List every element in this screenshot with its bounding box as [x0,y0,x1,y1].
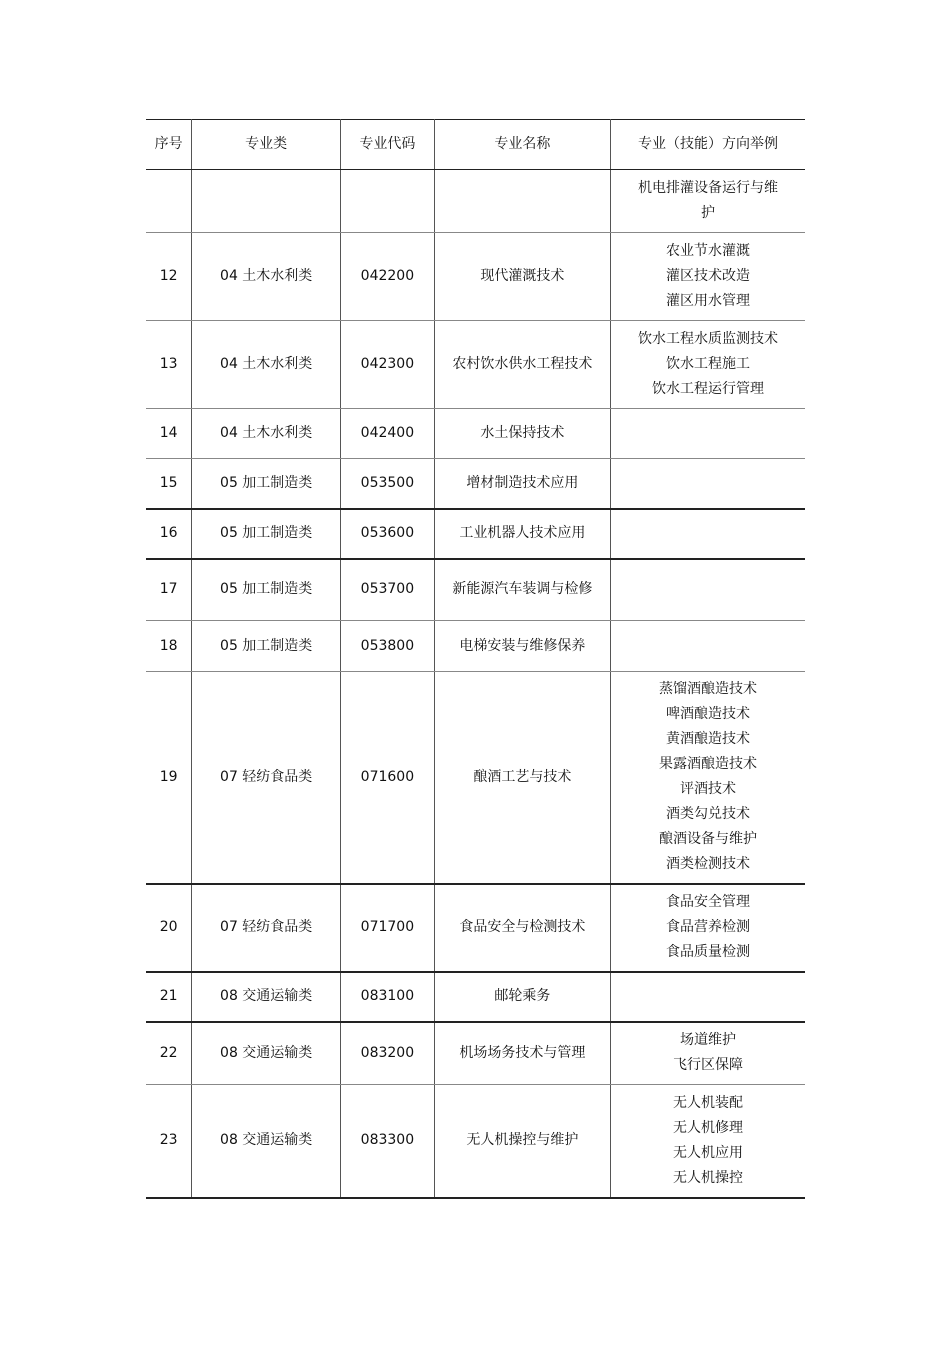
direction-item: 场道维护 [679,1032,736,1049]
cell-category: 05 加工制造类 [192,459,341,509]
direction-item: 灌区技术改造 [665,268,750,284]
table-row [146,233,805,321]
cell-directions [610,233,805,321]
table-row [146,459,805,509]
direction-item: 啤酒酿造技术 [665,706,750,723]
direction-item: 食品质量检测 [665,944,750,960]
cell-code [341,170,435,233]
direction-item: 无人机装配 [672,1094,743,1111]
cell-name: 水土保持技术 [434,409,610,459]
cell-code: 042300 [341,321,435,409]
cell-name: 无人机操控与维护 [434,1085,610,1198]
cell-index: 21 [146,972,192,1022]
cell-name [434,170,610,233]
cell-directions [610,509,805,559]
table-row [146,409,805,459]
direction-item: 灌区用水管理 [665,293,750,309]
cell-index: 15 [146,459,192,509]
cell-directions [610,559,805,621]
direction-item: 黄酒酿造技术 [665,731,750,748]
cell-name: 新能源汽车装调与检修 [434,559,610,621]
cell-category: 07 轻纺食品类 [192,672,341,884]
table-row [146,672,805,884]
cell-category: 08 交通运输类 [192,1022,341,1085]
cell-directions [610,672,805,884]
cell-category: 05 加工制造类 [192,509,341,559]
cell-category: 05 加工制造类 [192,621,341,672]
table-row [146,621,805,672]
direction-item: 酒类勾兑技术 [665,806,750,823]
cell-directions [610,170,805,233]
cell-category: 04 土木水利类 [192,409,341,459]
cell-code: 071600 [341,672,435,884]
header-directions: 专业（技能）方向举例 [610,120,805,170]
cell-name: 电梯安装与维修保养 [434,621,610,672]
majors-table [146,119,805,1199]
cell-directions [610,621,805,672]
direction-item: 酒类检测技术 [665,856,750,873]
cell-name: 增材制造技术应用 [434,459,610,509]
table-row [146,170,805,233]
direction-item: 饮水工程水质监测技术 [637,331,778,347]
cell-category: 05 加工制造类 [192,559,341,621]
direction-item: 果露酒酿造技术 [658,756,757,773]
cell-index: 12 [146,233,192,321]
direction-item: 饮水工程运行管理 [651,381,764,397]
table-row [146,884,805,972]
cell-code: 071700 [341,884,435,972]
table-header-row [146,120,805,170]
table-row [146,972,805,1022]
cell-directions [610,321,805,409]
cell-index: 16 [146,509,192,559]
direction-item: 无人机操控 [672,1169,743,1186]
cell-directions [610,972,805,1022]
cell-code: 042400 [341,409,435,459]
cell-code: 083300 [341,1085,435,1198]
header-name: 专业名称 [434,120,610,170]
cell-category: 04 土木水利类 [192,321,341,409]
table-row [146,1085,805,1198]
cell-directions [610,1022,805,1085]
header-code: 专业代码 [341,120,435,170]
cell-directions [610,884,805,972]
cell-name: 邮轮乘务 [434,972,610,1022]
cell-code: 083200 [341,1022,435,1085]
direction-item: 护 [700,205,715,221]
cell-index: 17 [146,559,192,621]
cell-name: 农村饮水供水工程技术 [434,321,610,409]
cell-name: 机场场务技术与管理 [434,1022,610,1085]
cell-index: 14 [146,409,192,459]
cell-index: 20 [146,884,192,972]
cell-name: 食品安全与检测技术 [434,884,610,972]
cell-name: 酿酒工艺与技术 [434,672,610,884]
table-row [146,559,805,621]
cell-index: 18 [146,621,192,672]
cell-code: 083100 [341,972,435,1022]
cell-code: 053600 [341,509,435,559]
direction-item: 食品安全管理 [665,894,750,910]
direction-item: 飞行区保障 [672,1057,743,1074]
cell-index: 19 [146,672,192,884]
direction-item: 蒸馏酒酿造技术 [658,681,757,698]
direction-item: 评酒技术 [679,781,736,798]
cell-directions [610,459,805,509]
table-row [146,509,805,559]
direction-item: 饮水工程施工 [665,356,750,372]
direction-item: 农业节水灌溉 [665,243,750,259]
cell-code: 053800 [341,621,435,672]
cell-category [192,170,341,233]
direction-item: 食品营养检测 [665,919,750,935]
cell-name: 工业机器人技术应用 [434,509,610,559]
cell-code: 042200 [341,233,435,321]
direction-item: 机电排灌设备运行与维 [637,180,778,196]
table-row [146,1022,805,1085]
direction-item: 酿酒设备与维护 [658,831,757,848]
header-category: 专业类 [192,120,341,170]
cell-index [146,170,192,233]
cell-index: 22 [146,1022,192,1085]
direction-item: 无人机应用 [672,1144,743,1161]
cell-directions [610,1085,805,1198]
cell-name: 现代灌溉技术 [434,233,610,321]
cell-category: 08 交通运输类 [192,972,341,1022]
cell-category: 08 交通运输类 [192,1085,341,1198]
cell-index: 23 [146,1085,192,1198]
cell-category: 07 轻纺食品类 [192,884,341,972]
cell-directions [610,409,805,459]
header-index: 序号 [146,120,192,170]
direction-item: 无人机修理 [672,1119,743,1136]
cell-code: 053500 [341,459,435,509]
cell-code: 053700 [341,559,435,621]
cell-category: 04 土木水利类 [192,233,341,321]
cell-index: 13 [146,321,192,409]
table-row [146,321,805,409]
